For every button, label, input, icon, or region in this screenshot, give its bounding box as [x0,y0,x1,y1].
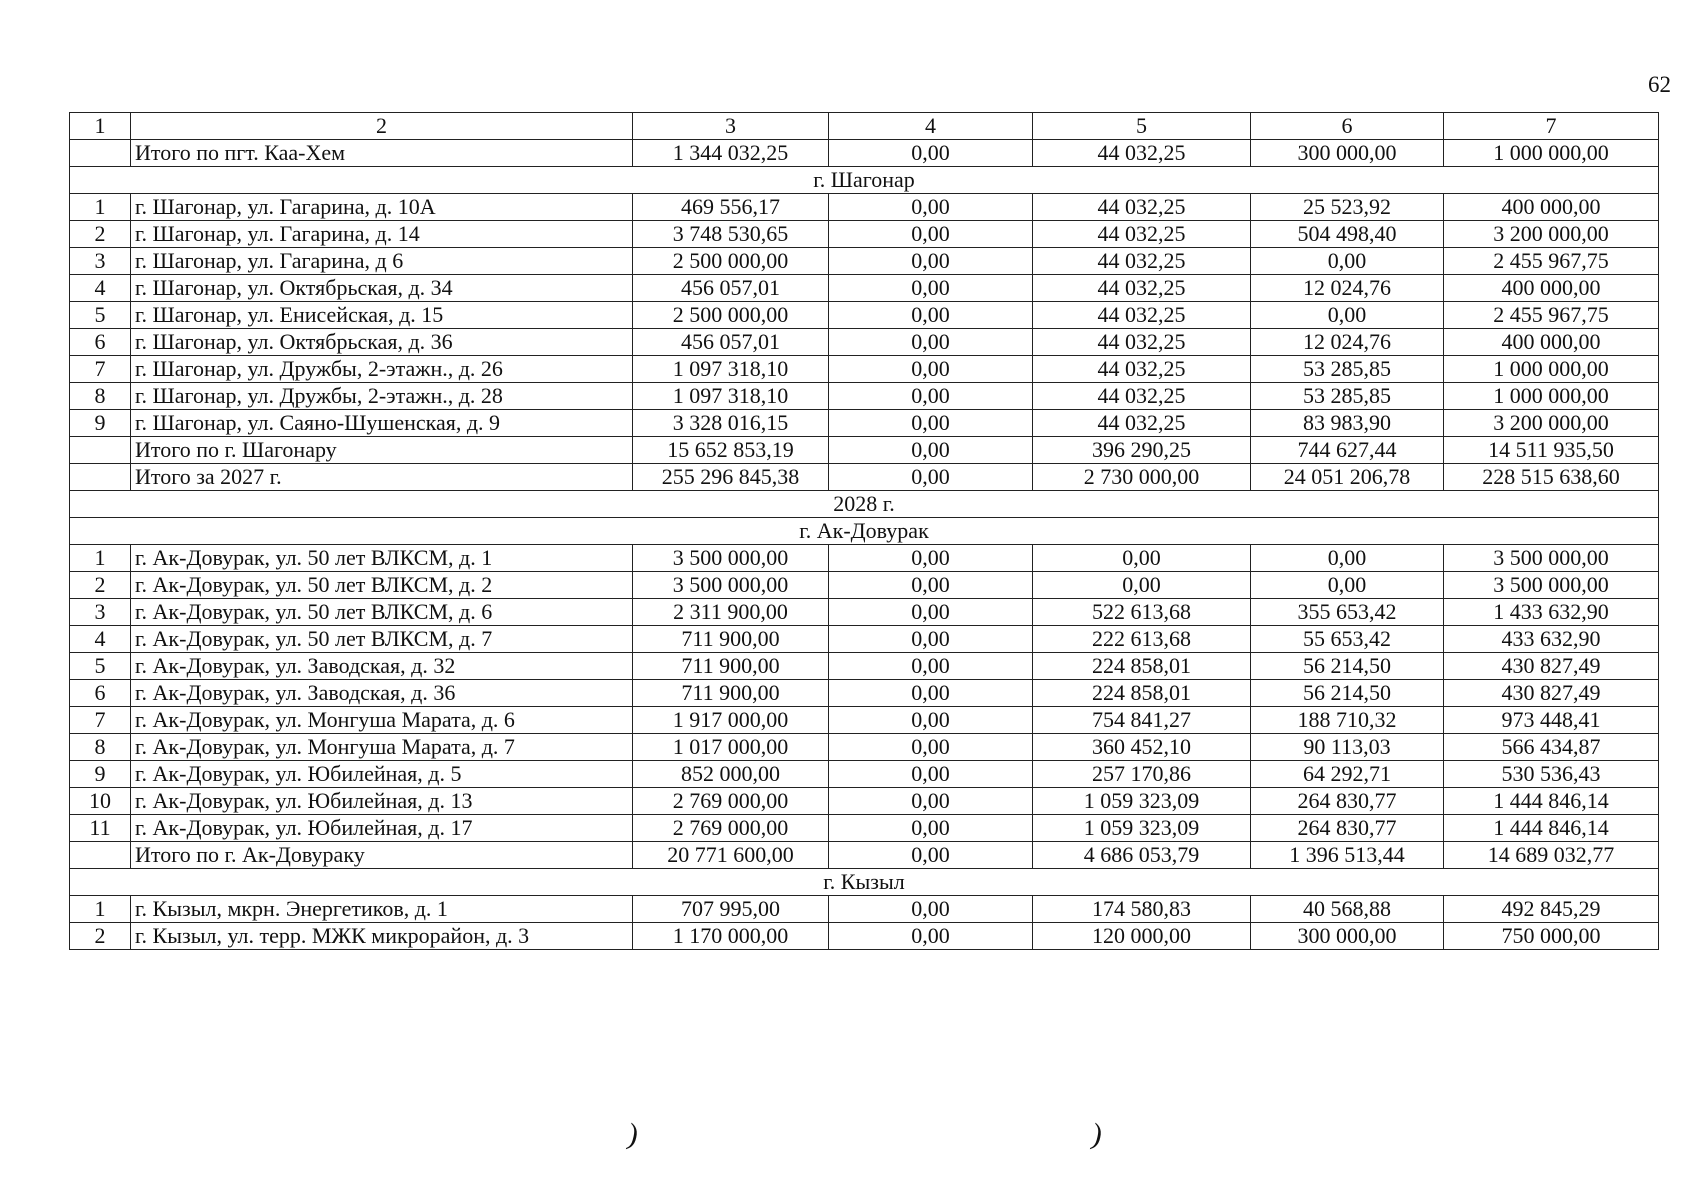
address: г. Ак-Довурак, ул. 50 лет ВЛКСМ, д. 2 [131,572,633,599]
section-title: г. Кызыл [70,869,1659,896]
table-row [70,437,1659,464]
col-3-value: 1 097 318,10 [633,383,829,410]
col-5-value: 44 032,25 [1033,329,1251,356]
col-7-value: 430 827,49 [1444,680,1659,707]
row-number: 7 [70,356,131,383]
address: г. Кызыл, мкрн. Энергетиков, д. 1 [131,896,633,923]
address: г. Шагонар, ул. Гагарина, д 6 [131,248,633,275]
col-5-value: 44 032,25 [1033,140,1251,167]
col-4-value: 0,00 [829,788,1033,815]
row-number [70,842,131,869]
col-3-value: 469 556,17 [633,194,829,221]
col-5-value: 224 858,01 [1033,680,1251,707]
col-5-value: 754 841,27 [1033,707,1251,734]
col-6-value: 0,00 [1251,572,1444,599]
col-3-value: 1 097 318,10 [633,356,829,383]
table-row [70,680,1659,707]
address: г. Ак-Довурак, ул. 50 лет ВЛКСМ, д. 1 [131,545,633,572]
col-4-value: 0,00 [829,383,1033,410]
col-5-value: 44 032,25 [1033,410,1251,437]
col-4-value: 0,00 [829,599,1033,626]
address: г. Ак-Довурак, ул. 50 лет ВЛКСМ, д. 7 [131,626,633,653]
col-4-value: 0,00 [829,329,1033,356]
col-6-value: 55 653,42 [1251,626,1444,653]
col-3-value: 20 771 600,00 [633,842,829,869]
address: г. Ак-Довурак, ул. Монгуша Марата, д. 7 [131,734,633,761]
table-row [70,815,1659,842]
col-4-value: 0,00 [829,140,1033,167]
row-number: 1 [70,545,131,572]
row-number [70,437,131,464]
table-row [70,194,1659,221]
col-5-value: 44 032,25 [1033,248,1251,275]
col-5-value: 174 580,83 [1033,896,1251,923]
col-5-value: 44 032,25 [1033,221,1251,248]
col-3-value: 456 057,01 [633,275,829,302]
address: г. Ак-Довурак, ул. Заводская, д. 36 [131,680,633,707]
col-3-value: 3 500 000,00 [633,545,829,572]
row-number: 3 [70,248,131,275]
col-7-value: 1 000 000,00 [1444,356,1659,383]
col-3-value: 707 995,00 [633,896,829,923]
col-4-value: 0,00 [829,842,1033,869]
table-row [70,356,1659,383]
col-7-value: 2 455 967,75 [1444,248,1659,275]
col-4-value: 0,00 [829,248,1033,275]
col-7-value: 3 500 000,00 [1444,572,1659,599]
col-3-value: 2 500 000,00 [633,302,829,329]
table-row [70,329,1659,356]
col-4-value: 0,00 [829,896,1033,923]
header-cell: 1 [70,113,131,140]
col-5-value: 222 613,68 [1033,626,1251,653]
address: г. Шагонар, ул. Енисейская, д. 15 [131,302,633,329]
col-5-value: 44 032,25 [1033,194,1251,221]
address: Итого по г. Ак-Довураку [131,842,633,869]
row-number: 6 [70,329,131,356]
col-6-value: 744 627,44 [1251,437,1444,464]
table-row [70,383,1659,410]
col-4-value: 0,00 [829,410,1033,437]
col-6-value: 90 113,03 [1251,734,1444,761]
col-6-value: 264 830,77 [1251,815,1444,842]
col-6-value: 504 498,40 [1251,221,1444,248]
row-number: 1 [70,896,131,923]
col-4-value: 0,00 [829,734,1033,761]
col-3-value: 1 917 000,00 [633,707,829,734]
table-row [70,302,1659,329]
address: Итого по пгт. Каа-Хем [131,140,633,167]
table-row [70,410,1659,437]
col-7-value: 1 444 846,14 [1444,788,1659,815]
col-6-value: 355 653,42 [1251,599,1444,626]
col-7-value: 492 845,29 [1444,896,1659,923]
table-row [70,707,1659,734]
header-row [70,113,1659,140]
col-4-value: 0,00 [829,923,1033,950]
col-5-value: 44 032,25 [1033,356,1251,383]
table-row [70,842,1659,869]
address: г. Ак-Довурак, ул. Заводская, д. 32 [131,653,633,680]
col-6-value: 40 568,88 [1251,896,1444,923]
col-5-value: 360 452,10 [1033,734,1251,761]
table-row [70,653,1659,680]
address: г. Шагонар, ул. Гагарина, д. 14 [131,221,633,248]
row-number: 3 [70,599,131,626]
col-5-value: 0,00 [1033,545,1251,572]
col-4-value: 0,00 [829,680,1033,707]
col-3-value: 1 170 000,00 [633,923,829,950]
table-row [70,599,1659,626]
col-5-value: 44 032,25 [1033,275,1251,302]
table-row [70,923,1659,950]
col-7-value: 1 000 000,00 [1444,383,1659,410]
address: г. Шагонар, ул. Саяно-Шушенская, д. 9 [131,410,633,437]
col-5-value: 44 032,25 [1033,302,1251,329]
col-4-value: 0,00 [829,545,1033,572]
address: г. Шагонар, ул. Дружбы, 2-этажн., д. 28 [131,383,633,410]
col-7-value: 1 444 846,14 [1444,815,1659,842]
col-3-value: 3 500 000,00 [633,572,829,599]
col-5-value: 396 290,25 [1033,437,1251,464]
col-6-value: 188 710,32 [1251,707,1444,734]
address: г. Шагонар, ул. Октябрьская, д. 34 [131,275,633,302]
section-title: г. Ак-Довурак [70,518,1659,545]
col-7-value: 530 536,43 [1444,761,1659,788]
col-4-value: 0,00 [829,356,1033,383]
col-6-value: 53 285,85 [1251,356,1444,383]
col-4-value: 0,00 [829,437,1033,464]
table-row [70,221,1659,248]
row-number: 6 [70,680,131,707]
page-number: 62 [1648,72,1671,97]
header-cell: 5 [1033,113,1251,140]
address: г. Шагонар, ул. Дружбы, 2-этажн., д. 26 [131,356,633,383]
col-6-value: 0,00 [1251,302,1444,329]
table-row [70,626,1659,653]
col-6-value: 0,00 [1251,545,1444,572]
table-body [70,113,1659,950]
col-4-value: 0,00 [829,653,1033,680]
table-row [70,788,1659,815]
section-row [70,869,1659,896]
col-6-value: 0,00 [1251,248,1444,275]
row-number: 1 [70,194,131,221]
col-3-value: 1 344 032,25 [633,140,829,167]
row-number: 9 [70,761,131,788]
col-3-value: 711 900,00 [633,626,829,653]
col-5-value: 44 032,25 [1033,383,1251,410]
col-5-value: 224 858,01 [1033,653,1251,680]
col-3-value: 255 296 845,38 [633,464,829,491]
col-7-value: 433 632,90 [1444,626,1659,653]
col-7-value: 430 827,49 [1444,653,1659,680]
section-title: 2028 г. [70,491,1659,518]
header-cell: 3 [633,113,829,140]
col-6-value: 12 024,76 [1251,275,1444,302]
col-3-value: 3 748 530,65 [633,221,829,248]
col-3-value: 3 328 016,15 [633,410,829,437]
col-3-value: 1 017 000,00 [633,734,829,761]
row-number: 5 [70,653,131,680]
col-7-value: 400 000,00 [1444,275,1659,302]
col-4-value: 0,00 [829,275,1033,302]
row-number: 9 [70,410,131,437]
section-row [70,518,1659,545]
row-number [70,140,131,167]
budget-table [69,112,1659,950]
col-5-value: 522 613,68 [1033,599,1251,626]
col-7-value: 14 511 935,50 [1444,437,1659,464]
row-number: 8 [70,383,131,410]
col-7-value: 1 433 632,90 [1444,599,1659,626]
col-3-value: 2 500 000,00 [633,248,829,275]
table-row [70,248,1659,275]
col-4-value: 0,00 [829,707,1033,734]
section-title: г. Шагонар [70,167,1659,194]
address: г. Ак-Довурак, ул. Монгуша Марата, д. 6 [131,707,633,734]
col-3-value: 2 311 900,00 [633,599,829,626]
table-row [70,761,1659,788]
row-number: 4 [70,626,131,653]
table-row [70,572,1659,599]
address: г. Кызыл, ул. терр. МЖК микрорайон, д. 3 [131,923,633,950]
row-number: 2 [70,572,131,599]
table-row [70,734,1659,761]
address: г. Ак-Довурак, ул. 50 лет ВЛКСМ, д. 6 [131,599,633,626]
col-6-value: 53 285,85 [1251,383,1444,410]
col-7-value: 1 000 000,00 [1444,140,1659,167]
row-number: 4 [70,275,131,302]
header-cell: 2 [131,113,633,140]
table-row [70,140,1659,167]
col-5-value: 1 059 323,09 [1033,815,1251,842]
col-6-value: 264 830,77 [1251,788,1444,815]
col-3-value: 852 000,00 [633,761,829,788]
col-3-value: 2 769 000,00 [633,788,829,815]
col-7-value: 3 200 000,00 [1444,221,1659,248]
col-6-value: 300 000,00 [1251,923,1444,950]
row-number: 2 [70,221,131,248]
section-row [70,167,1659,194]
col-6-value: 24 051 206,78 [1251,464,1444,491]
col-3-value: 456 057,01 [633,329,829,356]
col-6-value: 56 214,50 [1251,680,1444,707]
address: Итого за 2027 г. [131,464,633,491]
col-7-value: 3 200 000,00 [1444,410,1659,437]
col-4-value: 0,00 [829,572,1033,599]
col-4-value: 0,00 [829,761,1033,788]
header-cell: 6 [1251,113,1444,140]
table-row [70,545,1659,572]
col-6-value: 12 024,76 [1251,329,1444,356]
col-6-value: 1 396 513,44 [1251,842,1444,869]
table-row [70,275,1659,302]
header-cell: 7 [1444,113,1659,140]
row-number: 8 [70,734,131,761]
col-3-value: 711 900,00 [633,680,829,707]
address: Итого по г. Шагонару [131,437,633,464]
col-4-value: 0,00 [829,815,1033,842]
col-3-value: 711 900,00 [633,653,829,680]
col-5-value: 257 170,86 [1033,761,1251,788]
header-cell: 4 [829,113,1033,140]
col-6-value: 56 214,50 [1251,653,1444,680]
col-5-value: 1 059 323,09 [1033,788,1251,815]
col-4-value: 0,00 [829,194,1033,221]
col-4-value: 0,00 [829,302,1033,329]
col-3-value: 15 652 853,19 [633,437,829,464]
section-row [70,491,1659,518]
col-7-value: 3 500 000,00 [1444,545,1659,572]
address: г. Ак-Довурак, ул. Юбилейная, д. 5 [131,761,633,788]
col-7-value: 750 000,00 [1444,923,1659,950]
col-7-value: 2 455 967,75 [1444,302,1659,329]
col-7-value: 566 434,87 [1444,734,1659,761]
signature-mark: ) [1088,1117,1106,1152]
col-7-value: 400 000,00 [1444,194,1659,221]
col-5-value: 0,00 [1033,572,1251,599]
address: г. Шагонар, ул. Гагарина, д. 10А [131,194,633,221]
row-number: 10 [70,788,131,815]
signature-mark: ) [624,1117,642,1152]
row-number [70,464,131,491]
col-4-value: 0,00 [829,464,1033,491]
address: г. Ак-Довурак, ул. Юбилейная, д. 17 [131,815,633,842]
col-5-value: 4 686 053,79 [1033,842,1251,869]
row-number: 7 [70,707,131,734]
col-7-value: 973 448,41 [1444,707,1659,734]
col-7-value: 400 000,00 [1444,329,1659,356]
col-6-value: 64 292,71 [1251,761,1444,788]
col-5-value: 120 000,00 [1033,923,1251,950]
col-6-value: 83 983,90 [1251,410,1444,437]
table-row [70,464,1659,491]
row-number: 2 [70,923,131,950]
col-3-value: 2 769 000,00 [633,815,829,842]
address: г. Ак-Довурак, ул. Юбилейная, д. 13 [131,788,633,815]
row-number: 11 [70,815,131,842]
col-6-value: 25 523,92 [1251,194,1444,221]
table-row [70,896,1659,923]
col-5-value: 2 730 000,00 [1033,464,1251,491]
col-4-value: 0,00 [829,221,1033,248]
col-6-value: 300 000,00 [1251,140,1444,167]
address: г. Шагонар, ул. Октябрьская, д. 36 [131,329,633,356]
col-4-value: 0,00 [829,626,1033,653]
col-7-value: 14 689 032,77 [1444,842,1659,869]
col-7-value: 228 515 638,60 [1444,464,1659,491]
row-number: 5 [70,302,131,329]
